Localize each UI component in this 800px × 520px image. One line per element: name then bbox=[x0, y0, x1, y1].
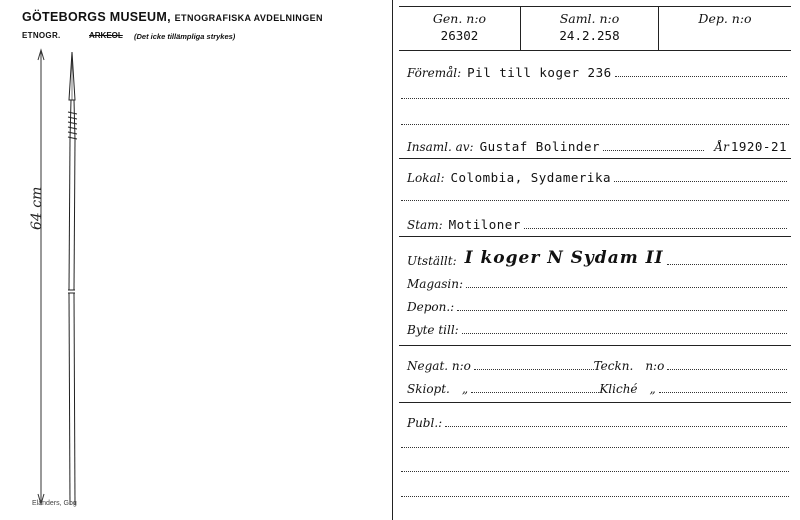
utstallt-label: Utställt: bbox=[407, 254, 457, 268]
stam-label: Stam: bbox=[407, 218, 443, 232]
ar-value: 1920-21 bbox=[730, 139, 787, 154]
lokal-label: Lokal: bbox=[407, 171, 445, 185]
header-bottom-border bbox=[399, 50, 791, 51]
skiopt-field bbox=[407, 376, 787, 396]
lokal-value: Colombia, Sydamerika bbox=[450, 170, 612, 185]
insaml-field bbox=[407, 134, 787, 154]
depon-field bbox=[407, 294, 787, 314]
magasin-field bbox=[407, 271, 787, 291]
skiopt-label: Skiopt. bbox=[407, 382, 450, 396]
gen-value: 26302 bbox=[440, 28, 479, 43]
insaml-label: Insaml. av: bbox=[407, 140, 474, 154]
stam-value: Motiloner bbox=[448, 217, 521, 232]
gen-label: Gen. n:o bbox=[432, 11, 487, 26]
measurement-note: 64 cm bbox=[29, 186, 45, 230]
byte-label: Byte till: bbox=[407, 323, 459, 337]
gen-number-cell bbox=[399, 6, 520, 50]
card-right-panel bbox=[393, 0, 800, 520]
byte-field bbox=[407, 317, 787, 337]
foremal-line-2 bbox=[401, 98, 789, 99]
lokal-field bbox=[407, 165, 787, 185]
arrow-drawing bbox=[0, 0, 392, 520]
depon-label: Depon.: bbox=[407, 300, 455, 314]
kliche-label: Kliché bbox=[599, 382, 638, 396]
skiopt-ditto: „ bbox=[461, 382, 469, 396]
stam-field bbox=[407, 212, 787, 232]
card-left-panel bbox=[0, 0, 392, 520]
teckn-no-label: n:o bbox=[645, 359, 665, 373]
etnogr-label: ETNOGR. bbox=[22, 31, 61, 40]
publ-line-3 bbox=[401, 471, 789, 472]
foremal-field bbox=[407, 60, 787, 80]
skiopt-rule bbox=[399, 402, 791, 403]
publ-label: Publ.: bbox=[407, 416, 443, 430]
utstallt-field bbox=[407, 244, 787, 268]
saml-label: Saml. n:o bbox=[559, 11, 620, 26]
publ-line-2 bbox=[401, 447, 789, 448]
dep-number-cell bbox=[659, 6, 791, 50]
negat-label: Negat. n:o bbox=[407, 359, 471, 373]
insaml-rule bbox=[399, 158, 791, 159]
insaml-value: Gustaf Bolinder bbox=[479, 139, 600, 154]
magasin-label: Magasin: bbox=[407, 277, 464, 291]
foremal-label: Föremål: bbox=[407, 66, 462, 80]
printer-mark: Elanders, Gbg bbox=[32, 500, 77, 507]
museum-name: GÖTEBORGS MUSEUM, bbox=[22, 10, 171, 24]
negat-field bbox=[407, 353, 787, 373]
foremal-value: Pil till koger 236 bbox=[467, 65, 612, 80]
teckn-label: Teckn. bbox=[593, 359, 634, 373]
saml-value: 24.2.258 bbox=[559, 28, 620, 43]
utstallt-value: I koger N Sydam II bbox=[464, 248, 664, 268]
saml-number-cell bbox=[521, 6, 658, 50]
instruction-text: (Det icke tillämpliga strykes) bbox=[134, 32, 236, 41]
publ-line-4 bbox=[401, 496, 789, 497]
kliche-ditto: „ bbox=[649, 382, 656, 396]
foremal-line-3 bbox=[401, 124, 789, 125]
arrow-sketch bbox=[68, 52, 77, 505]
measurement-line bbox=[38, 50, 44, 504]
stam-rule bbox=[399, 236, 791, 237]
dep-label: Dep. n:o bbox=[698, 11, 752, 26]
byte-rule bbox=[399, 345, 791, 346]
publ-field bbox=[407, 410, 787, 430]
department-name: ETNOGRAFISKA AVDELNINGEN bbox=[174, 13, 323, 23]
ar-label: År bbox=[714, 140, 729, 154]
arkeol-label-struck: ARKEOL bbox=[89, 31, 123, 40]
lokal-line-2 bbox=[401, 200, 789, 201]
